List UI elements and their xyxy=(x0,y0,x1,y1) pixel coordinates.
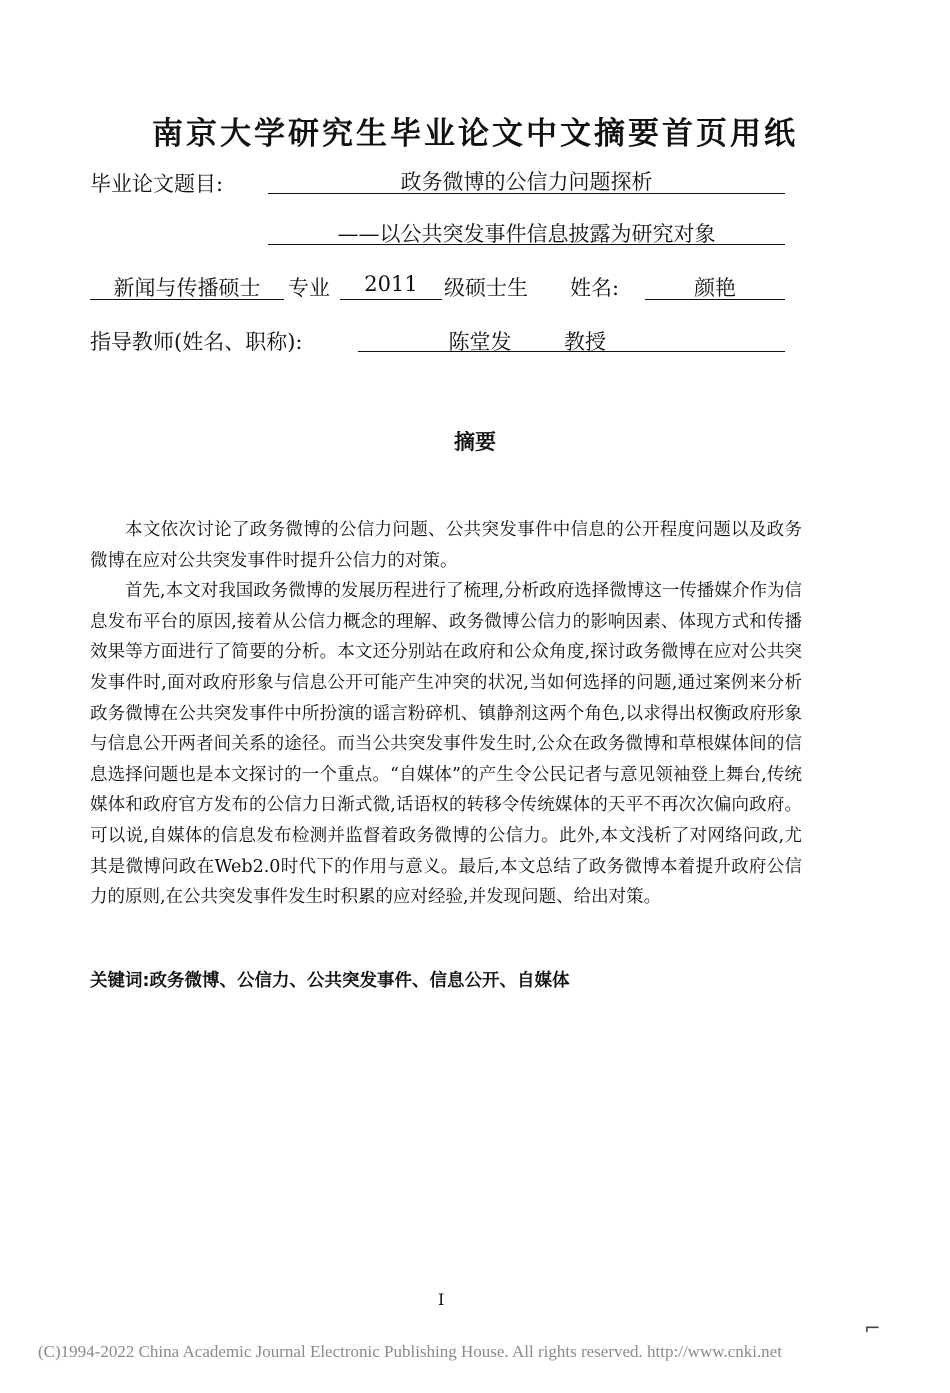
abstract-paragraph-1: 本文依次讨论了政务微博的公信力问题、公共突发事件中信息的公开程度问题以及政务微博在应对公共突发事件时提升公信力的对策。 xyxy=(90,520,802,571)
thesis-title-label: 毕业论文题目: xyxy=(90,172,224,196)
advisor-name: 陈堂发 xyxy=(448,330,512,354)
name-underline xyxy=(645,299,785,300)
major-value: 新闻与传播硕士 xyxy=(113,276,261,300)
keywords: 关键词:政务微博、公信力、公共突发事件、信息公开、自媒体 xyxy=(90,971,570,991)
abstract-paragraph-2: 首先,本文对我国政务微博的发展历程进行了梳理,分析政府选择微博这一传播媒介作为信息发布平台的原因,接着从公信力概念的理解、政务微博公信力的影响因素、体现方式和传播效果等方面进行了简要的分析。本文还分别站在政府和公众角度,探讨政务微博在应对公共突发事件时,面对政府形象与信息公开可能产生冲突的状况,当如何选择的问题,通过案例来分析政务微博在公共突发事件中所扮演的谣言粉碎机、镇静剂这两个角色,以求得出权衡政府形象与信息公开两者间关系的途径。而当公共突发事件发生时,公众在政务微博和草根媒体间的信息选择问题也是本文探讨的一个重点。“自媒体”的产生令公民记者与意见领袖登上舞台,传统媒体和政府官方发布的公信力日渐式微,话语权的转移令传统媒体的天平不再次次偏向政府。可以说,自媒体的信息发布检测并监督着政务微博的公信力。此外,本文浅析了对网络问政,尤其是微博问政在Web2.0时代下的作用与意义。最后,本文总结了政务微博本着提升政府公信力的原则,在公共突发事件发生时积累的应对经验,并发现问题、给出对策。 xyxy=(90,581,802,908)
page-title: 南京大学研究生毕业论文中文摘要首页用纸 xyxy=(152,116,798,152)
thesis-title-line2: ——以公共突发事件信息披露为研究对象 xyxy=(337,222,716,246)
thesis-title-line1: 政务微博的公信力问题探析 xyxy=(400,170,653,194)
abstract-body xyxy=(90,515,802,913)
advisor-underline xyxy=(358,351,785,352)
copyright-footer: (C)1994-2022 China Academic Journal Electronic Publishing House. All rights reserved. http://www.cnki.net xyxy=(38,1342,782,1361)
year-value: 2011 xyxy=(364,272,418,296)
year-underline xyxy=(340,299,442,300)
advisor-title: 教授 xyxy=(564,330,606,354)
name-value: 颜艳 xyxy=(694,276,736,300)
thesis-title-underline-1 xyxy=(268,193,785,194)
name-label: 姓名: xyxy=(570,276,620,300)
year-label: 级硕士生 xyxy=(444,276,528,300)
thesis-title-underline-2 xyxy=(268,244,785,245)
advisor-label: 指导教师(姓名、职称): xyxy=(90,330,303,354)
corner-mark-icon: ⌐ xyxy=(864,1316,881,1340)
major-underline xyxy=(90,299,284,300)
page-number: I xyxy=(438,1290,445,1309)
abstract-heading: 摘要 xyxy=(454,430,496,454)
major-label: 专业 xyxy=(288,276,330,300)
